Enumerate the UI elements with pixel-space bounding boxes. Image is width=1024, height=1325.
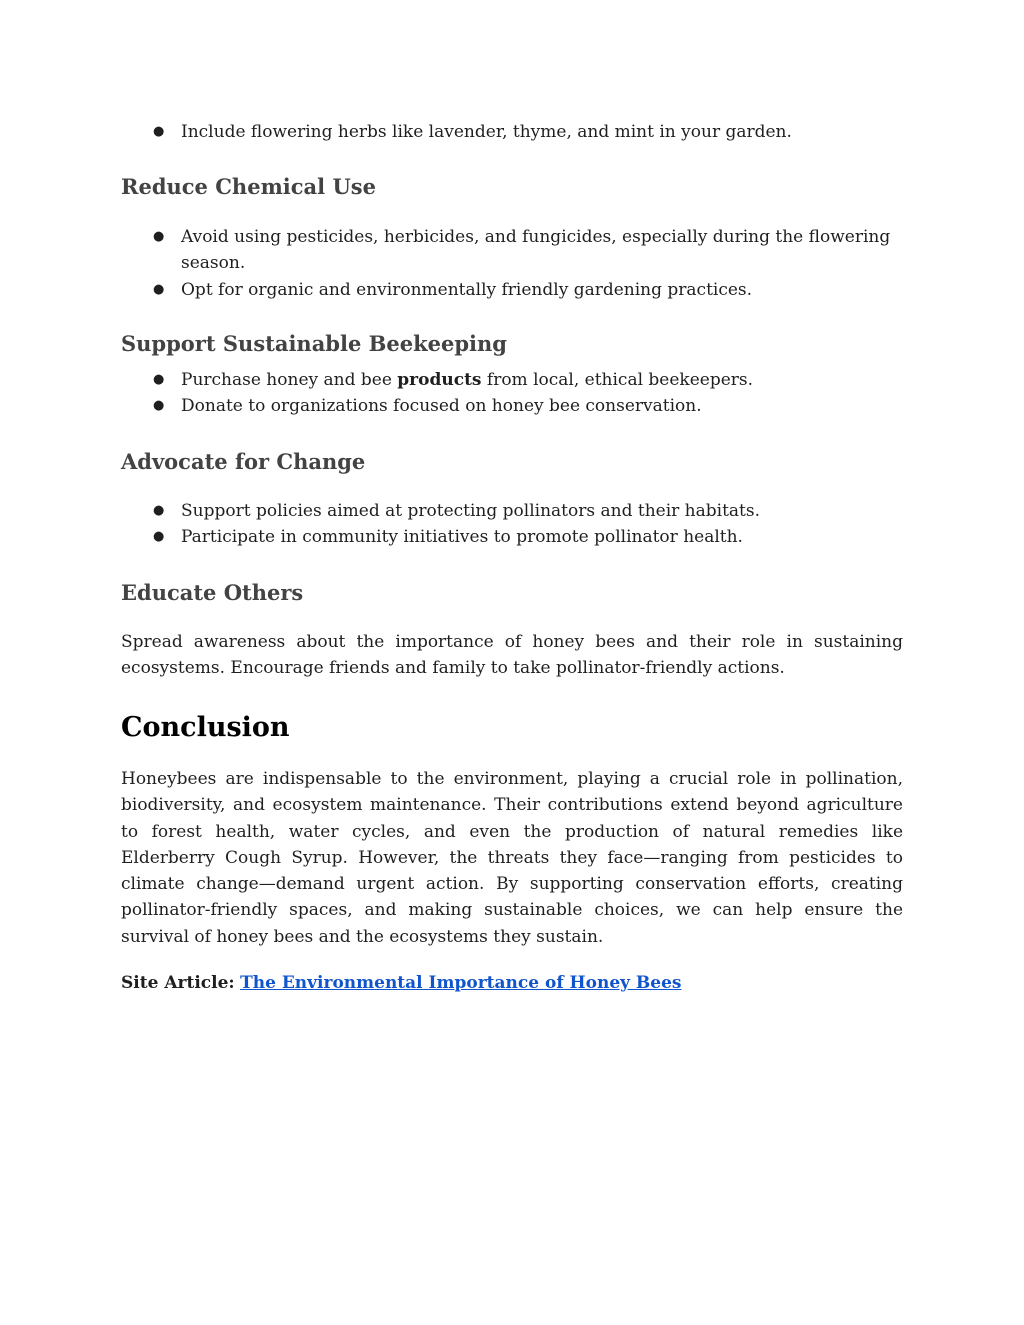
list-item: ● Avoid using pesticides, herbicides, and fungicides, especially during the flowering season. bbox=[121, 224, 903, 277]
bold-products: products bbox=[397, 370, 482, 390]
list-item: ● Opt for organic and environmentally friendly gardening practices. bbox=[121, 277, 903, 303]
support-list bbox=[121, 367, 903, 420]
educate-paragraph: Spread awareness about the importance of honey bees and their role in sustaining ecosystems. Encourage friends and family to take pollinator-friendly actions. bbox=[121, 632, 903, 679]
bullet-icon: ● bbox=[153, 398, 165, 414]
section-heading-advocate: Advocate for Change bbox=[121, 449, 366, 474]
section-heading-reduce: Reduce Chemical Use bbox=[121, 174, 376, 199]
conclusion-paragraph: Honeybees are indispensable to the environment, playing a crucial role in pollination, biodiversity, and ecosystem maintenance. Their contributions extend beyond agriculture to forest health, water cycles, and even the production of natural remedies like Elderberry Cough Syrup. However, the threats they face—ranging from pesticides to climate change—demand urgent action. By supporting conservation efforts, creating pollinator-friendly spaces, and making sustainable choices, we can help ensure the survival of honey bees and the ecosystems they sustain. bbox=[121, 769, 903, 947]
advocate-list bbox=[121, 498, 903, 551]
bullet-icon: ● bbox=[153, 529, 165, 545]
garden-list bbox=[121, 119, 903, 145]
bullet-icon: ● bbox=[153, 229, 165, 244]
bullet-icon: ● bbox=[153, 281, 165, 297]
bullet-icon: ● bbox=[153, 124, 165, 139]
list-item: ● Purchase honey and bee products from local, ethical beekeepers. bbox=[121, 367, 903, 393]
site-article-link[interactable]: The Environmental Importance of Honey Bees bbox=[240, 973, 682, 993]
list-item: ● Support policies aimed at protecting pollinators and their habitats. bbox=[121, 498, 903, 524]
reduce-list bbox=[121, 224, 903, 303]
section-heading-support: Support Sustainable Beekeeping bbox=[121, 331, 507, 356]
section-heading-educate: Educate Others bbox=[121, 580, 304, 605]
conclusion-heading: Conclusion bbox=[121, 712, 290, 743]
list-item: ● Donate to organizations focused on honey bee conservation. bbox=[121, 393, 903, 419]
bullet-icon: ● bbox=[153, 372, 165, 387]
site-article-line bbox=[121, 970, 903, 996]
list-item: ● Include flowering herbs like lavender, thyme, and mint in your garden. bbox=[121, 119, 903, 145]
list-item: ● Participate in community initiatives to promote pollinator health. bbox=[121, 524, 903, 550]
bullet-icon: ● bbox=[153, 503, 165, 518]
site-article-label: Site Article: bbox=[121, 973, 235, 993]
